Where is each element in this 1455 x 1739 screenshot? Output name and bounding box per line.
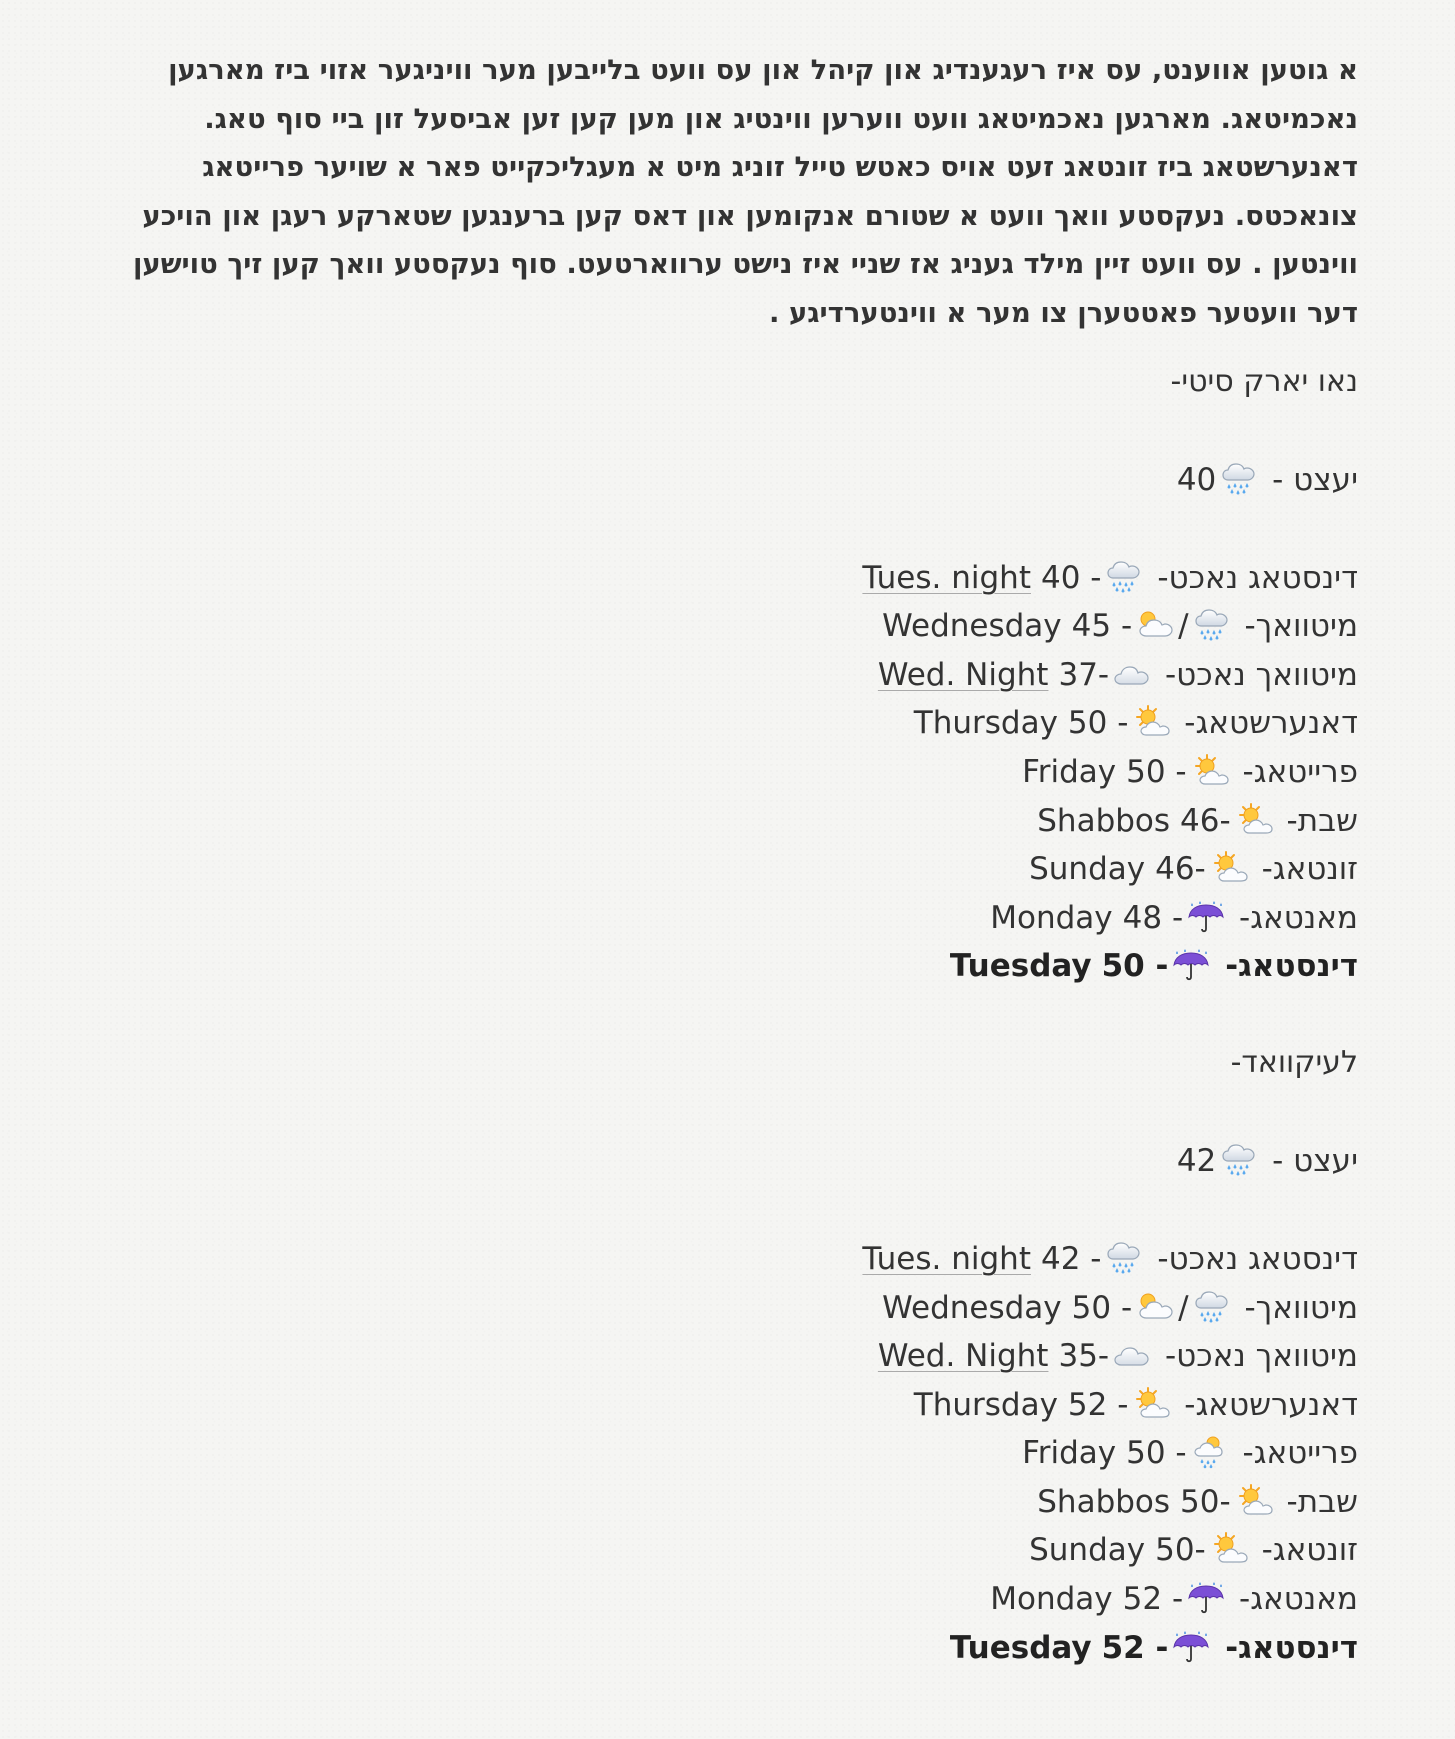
rain-cloud-icon (1105, 560, 1143, 594)
forecast-day-english (882, 1284, 1132, 1333)
rain-cloud-icon (1193, 1290, 1231, 1324)
forecast-row (68, 1284, 1358, 1333)
forecast-day-name: Wed. Night (877, 656, 1049, 693)
forecast-temp: 52 - (1122, 1581, 1184, 1618)
forecast-day-english (914, 1381, 1129, 1430)
forecast-day-hebrew: מאנטאג- (1239, 1581, 1358, 1618)
forecast-day-hebrew: מיטוואך- (1244, 608, 1358, 645)
forecast-day-english (882, 602, 1132, 651)
forecast-list (68, 554, 1358, 991)
forecast-day-hebrew: דאנערשטאג- (1184, 1386, 1358, 1423)
forecast-day-hebrew: זונטאג- (1261, 1532, 1358, 1569)
sun-behind-cloud-icon (1210, 1532, 1248, 1566)
umbrella-rain-icon (1172, 1630, 1210, 1664)
forecast-day-name: Monday (990, 1581, 1113, 1618)
forecast-day-name: Thursday (913, 705, 1058, 742)
intro-line: צונאכטס. נעקסטע וואך וועט א שטורם אנקומען און דאס קען ברענגען שטארקע רעגן און הויכע (142, 199, 1358, 232)
forecast-day-hebrew: שבת- (1286, 802, 1358, 839)
sun-behind-cloud-icon (1235, 1484, 1273, 1518)
intro-line: דער וועטער פאטטערן צו מער א ווינטערדיגע . (768, 296, 1358, 329)
forecast-day-hebrew: דינסטאג- (1225, 948, 1358, 985)
forecast-row (68, 699, 1358, 748)
forecast-row (68, 1381, 1358, 1430)
forecast-temp: 48 - (1122, 899, 1184, 936)
current-conditions (68, 1137, 1358, 1185)
forecast-slash: / (1178, 608, 1189, 645)
forecast-row (68, 554, 1358, 603)
forecast-row (68, 1478, 1358, 1527)
forecast-day-english (1037, 797, 1230, 846)
current-temp: 42 (1176, 1142, 1217, 1179)
forecast-temp: 52 - (1067, 1386, 1129, 1423)
forecast-day-hebrew: זונטאג- (1261, 851, 1358, 888)
forecast-temp: 35- (1058, 1338, 1110, 1375)
sun-rain-cloud-icon (1191, 1435, 1229, 1469)
forecast-day-name: Monday (990, 899, 1113, 936)
current-conditions (68, 456, 1358, 504)
rain-cloud-icon (1193, 608, 1231, 642)
location-section (68, 358, 1358, 991)
forecast-day-english (862, 554, 1101, 603)
forecast-day-name: Wednesday (882, 1289, 1062, 1326)
forecast-day-name: Tues. night (862, 559, 1031, 596)
forecast-temp: 50- (1180, 1483, 1231, 1520)
forecast-day-name: Tues. night (862, 1240, 1031, 1277)
forecast-temp: 50 - (1126, 1435, 1187, 1472)
cloud-icon (1113, 1338, 1151, 1372)
umbrella-rain-icon (1187, 1581, 1225, 1615)
forecast-day-english (862, 1235, 1101, 1284)
forecast-row (68, 1429, 1358, 1478)
forecast-day-english (990, 894, 1183, 943)
forecast-row (68, 845, 1358, 894)
intro-paragraph (68, 46, 1358, 338)
forecast-day-name: Wednesday (882, 608, 1062, 645)
forecast-row (68, 797, 1358, 846)
forecast-row (68, 894, 1358, 943)
note-content (68, 46, 1358, 1672)
intro-line: ווינטען . עס וועט זיין מילד געניג אז שניי איז נישט ערווארטעט. סוף נעקסטע וואך קען זיך טוישען (132, 248, 1358, 281)
forecast-row (68, 1235, 1358, 1284)
forecast-day-hebrew: דינסטאג- (1225, 1629, 1358, 1666)
forecast-row (68, 651, 1358, 700)
sun-cloud-icon (1136, 608, 1174, 642)
current-label: יעצט - (1272, 461, 1358, 498)
sun-behind-cloud-icon (1132, 705, 1170, 739)
sun-behind-cloud-icon (1235, 803, 1273, 837)
forecast-temp: 37- (1058, 656, 1110, 693)
forecast-list (68, 1235, 1358, 1672)
intro-line: נאכמיטאג. מארגען נאכמיטאג וועט ווערען ווינטיג און מען קען זען אביסעל זון ביי סוף טאג. (204, 102, 1358, 135)
forecast-day-name: Wed. Night (877, 1338, 1049, 1375)
forecast-day-name: Friday (1022, 1435, 1117, 1472)
forecast-row (68, 602, 1358, 651)
forecast-temp: 50- (1155, 1532, 1206, 1569)
forecast-day-english (878, 1332, 1109, 1381)
forecast-day-name: Friday (1022, 753, 1117, 790)
rain-cloud-icon (1220, 462, 1258, 496)
forecast-row (68, 1332, 1358, 1381)
forecast-row (68, 942, 1358, 991)
rain-cloud-icon (1220, 1143, 1258, 1177)
forecast-day-english (950, 1624, 1168, 1673)
forecast-temp: 46- (1180, 802, 1231, 839)
location-heading: נאו יארק סיטי- (1170, 363, 1358, 399)
forecast-day-hebrew: שבת- (1286, 1483, 1358, 1520)
forecast-day-english (914, 699, 1129, 748)
forecast-day-hebrew: דינסטאג נאכט- (1157, 1240, 1358, 1277)
forecast-day-english (1037, 1478, 1230, 1527)
forecast-day-english (1029, 845, 1206, 894)
umbrella-rain-icon (1187, 900, 1225, 934)
forecast-day-hebrew: דאנערשטאג- (1184, 705, 1358, 742)
sun-cloud-icon (1136, 1290, 1174, 1324)
forecast-day-name: Shabbos (1037, 802, 1171, 839)
forecast-temp: 52 - (1101, 1629, 1169, 1666)
forecast-temp: 42 - (1040, 1240, 1102, 1277)
forecast-day-english (990, 1575, 1183, 1624)
forecast-row (68, 1575, 1358, 1624)
sun-behind-cloud-icon (1210, 851, 1248, 885)
forecast-day-name: Sunday (1029, 1532, 1146, 1569)
forecast-slash: / (1178, 1289, 1189, 1326)
forecast-temp: 46- (1155, 851, 1206, 888)
forecast-day-english (950, 942, 1168, 991)
forecast-day-hebrew: פרייטאג- (1242, 753, 1358, 790)
forecast-day-name: Sunday (1029, 851, 1146, 888)
forecast-day-hebrew: פרייטאג- (1242, 1435, 1358, 1472)
forecast-day-hebrew: מיטוואך נאכט- (1164, 1338, 1358, 1375)
forecast-day-hebrew: מאנטאג- (1239, 899, 1358, 936)
forecast-temp: 45 - (1071, 608, 1133, 645)
forecast-day-name: Tuesday (949, 948, 1092, 985)
forecast-day-english (1022, 1429, 1186, 1478)
forecast-day-english (878, 651, 1109, 700)
forecast-day-hebrew: מיטוואך- (1244, 1289, 1358, 1326)
forecast-temp: 50 - (1067, 705, 1129, 742)
location-heading: לעיקוואד- (1230, 1044, 1358, 1080)
locations-list (68, 358, 1358, 1673)
forecast-row (68, 1526, 1358, 1575)
cloud-icon (1113, 657, 1151, 691)
forecast-temp: 50 - (1101, 948, 1169, 985)
forecast-day-name: Tuesday (949, 1629, 1092, 1666)
current-label: יעצט - (1272, 1142, 1358, 1179)
forecast-temp: 50 - (1071, 1289, 1133, 1326)
forecast-temp: 40 - (1040, 559, 1102, 596)
forecast-day-english (1022, 748, 1186, 797)
forecast-day-hebrew: דינסטאג נאכט- (1157, 559, 1358, 596)
forecast-day-english (1029, 1526, 1206, 1575)
forecast-day-name: Shabbos (1037, 1483, 1171, 1520)
umbrella-rain-icon (1172, 948, 1210, 982)
location-section (68, 1039, 1358, 1672)
current-temp: 40 (1176, 461, 1217, 498)
forecast-row (68, 748, 1358, 797)
forecast-temp: 50 - (1126, 753, 1187, 790)
sun-behind-cloud-icon (1191, 754, 1229, 788)
rain-cloud-icon (1105, 1241, 1143, 1275)
forecast-day-name: Thursday (913, 1386, 1058, 1423)
intro-line: דאנערשטאג ביז זונטאג זעט אויס כאטש טייל זוניג מיט א מעגליכקייט פאר א שויער פרייטאג (202, 151, 1358, 184)
sun-behind-cloud-icon (1132, 1387, 1170, 1421)
forecast-row (68, 1624, 1358, 1673)
intro-line: א גוטען אווענט, עס איז רעגענדיג און קיהל און עס וועט בלייבען מער וויניגער אזוי ביז מארגען (168, 54, 1358, 86)
forecast-day-hebrew: מיטוואך נאכט- (1164, 656, 1358, 693)
